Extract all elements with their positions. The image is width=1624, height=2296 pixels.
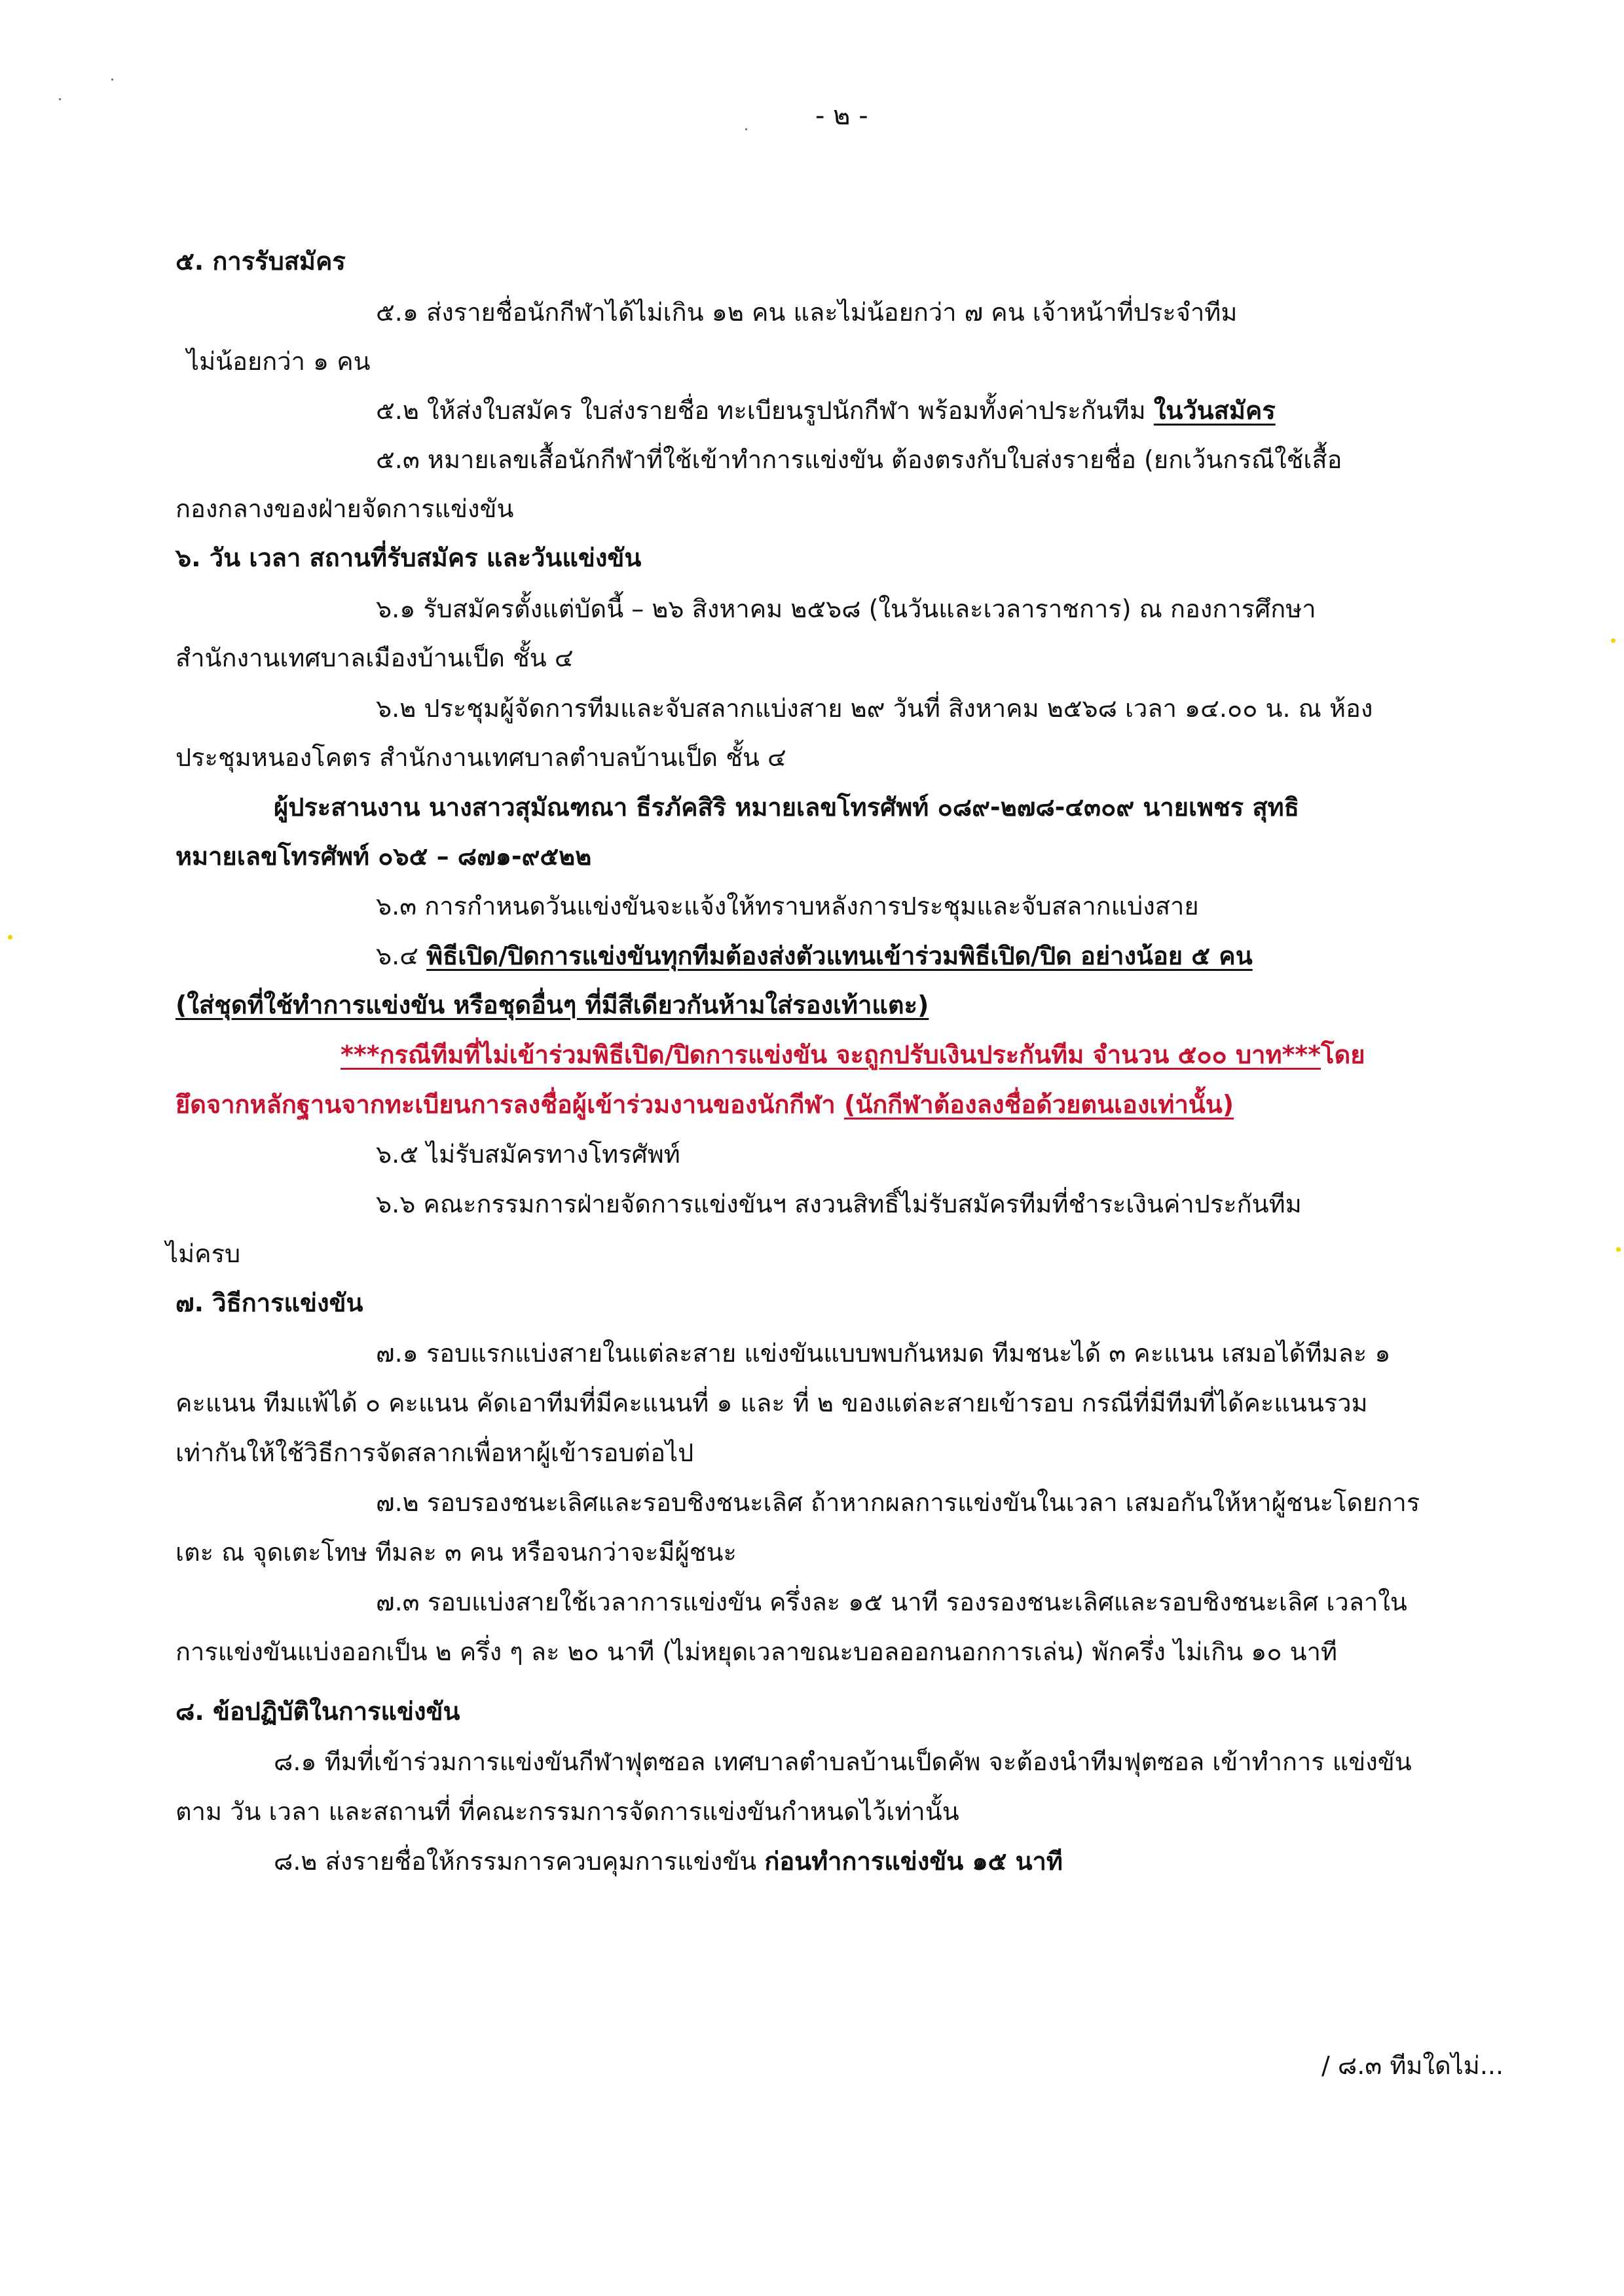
item-8-1-line2: ตาม วัน เวลา และสถานที่ ที่คณะกรรมการจัดการแข่งขันกำหนดไว้เท่านั้น [175,1797,959,1826]
item-6-2-line2: ประชุมหนองโคตร สำนักงานเทศบาลตำบลบ้านเป็ด ชั้น ๔ [175,743,786,772]
item-6-1-line1: ๖.๑ รับสมัครตั้งแต่บัดนี้ – ๒๖ สิงหาคม ๒๕๖๘ (ในวันและเวลาราชการ) ณ กองการศึกษา [376,594,1316,623]
scan-dot [1611,638,1615,643]
item-7-1-line2: คะแนน ทีมแพ้ได้ ๐ คะแนน คัดเอาทีมที่มีคะแนนที่ ๑ และ ที่ ๒ ของแต่ละสายเข้ารอบ กรณีที่มีทีมที่ได้คะแนนรวม [175,1389,1368,1417]
penalty-evidence: ยึดจากหลักฐานจากทะเบียนการลงชื่อผู้เข้าร่วมงานของนักกีฬา [175,1090,836,1119]
item-6-3: ๖.๓ การกำหนดวันแข่งขันจะแจ้งให้ทราบหลังการประชุมและจับสลากแบ่งสาย [376,892,1199,920]
item-7-3-line2: การแข่งขันแบ่งออกเป็น ๒ ครึ่ง ๆ ละ ๒๐ นาที (ไม่หยุดเวลาขณะบอลออกนอกการเล่น) พักครึ่ง ไม่เกิน ๑๐ นาที [175,1637,1337,1666]
item-6-4-number: ๖.๔ [376,941,418,970]
scan-speck [745,128,747,130]
page-number: - ๒ - [815,101,868,131]
item-5-2-text: ๕.๒ ให้ส่งใบสมัคร ใบส่งรายชื่อ ทะเบียนรูปนักกีฬา พร้อมทั้งค่าประกันทีม [376,396,1146,425]
item-6-4-ceremony-rule: พิธีเปิด/ปิดการแข่งขันทุกทีมต้องส่งตัวแทนเข้าร่วมพิธีเปิด/ปิด อย่างน้อย ๕ คน [426,941,1253,970]
item-5-3-line1: ๕.๓ หมายเลขเสื้อนักกีฬาที่ใช้เข้าทำการแข่งขัน ต้องตรงกับใบส่งรายชื่อ (ยกเว้นกรณีใช้เสื้อ [376,445,1342,474]
penalty-tail: โดย [1321,1040,1365,1069]
item-6-6-line1: ๖.๖ คณะกรรมการฝ่ายจัดการแข่งขันฯ สงวนสิทธิ์ไม่รับสมัครทีมที่ชำระเงินค่าประกันทีม [376,1190,1302,1218]
penalty-line1 [341,1030,1365,1079]
item-5-1-line2: ไม่น้อยกว่า ๑ คน [187,347,371,376]
item-8-2-text: ๘.๒ ส่งรายชื่อให้กรรมการควบคุมการแข่งขัน [274,1847,757,1876]
coordinator-line2: หมายเลขโทรศัพท์ ๐๖๕ – ๘๗๑-๙๕๒๒ [175,842,592,871]
scan-speck [111,79,113,81]
item-5-1-line1: ๕.๑ ส่งรายชื่อนักกีฬาได้ไม่เกิน ๑๒ คน และไม่น้อยกว่า ๗ คน เจ้าหน้าที่ประจำทีม [376,298,1238,327]
item-8-1-line1: ๘.๑ ทีมที่เข้าร่วมการแข่งขันกีฬาฟุตซอล เทศบาลตำบลบ้านเป็ดคัพ จะต้องนำทีมฟุตซอล เข้าทำการ แข่งขัน [274,1747,1412,1776]
item-8-2 [274,1837,1063,1886]
item-6-4-line1 [376,932,1253,980]
item-8-2-emphasis: ก่อนทำการแข่งขัน ๑๕ นาที [764,1847,1063,1876]
penalty-self-sign: (นักกีฬาต้องลงชื่อด้วยตนเองเท่านั้น) [843,1090,1234,1119]
penalty-notice: ***กรณีทีมที่ไม่เข้าร่วมพิธีเปิด/ปิดการแข่งขัน จะถูกปรับเงินประกันทีม จำนวน ๕๐๐ บาท*** [341,1040,1321,1069]
scan-dot [1616,1247,1621,1252]
coordinator-line1: ผู้ประสานงาน นางสาวสุมัณฑณา ธีรภัคสิริ หมายเลขโทรศัพท์ ๐๘๙-๒๗๘-๔๓๐๙ นายเพชร สุทธิ [274,793,1299,822]
item-5-2-emphasis: ในวันสมัคร [1153,396,1276,425]
item-6-6-line2: ไม่ครบ [166,1239,241,1268]
item-5-2 [376,386,1276,435]
item-6-2-line1: ๖.๒ ประชุมผู้จัดการทีมและจับสลากแบ่งสาย ๒๙ วันที่ สิงหาคม ๒๕๖๘ เวลา ๑๔.๐๐ น. ณ ห้อง [376,694,1373,723]
item-7-3-line1: ๗.๓ รอบแบ่งสายใช้เวลาการแข่งขัน ครึ่งละ ๑๕ นาที รองรองชนะเลิศและรอบชิงชนะเลิศ เวลาใน [376,1588,1407,1616]
continuation-note: / ๘.๓ ทีมใดไม่... [1321,2051,1504,2080]
section-7-heading: ๗. วิธีการแข่งขัน [175,1288,363,1317]
item-6-1-line2: สำนักงานเทศบาลเมืองบ้านเป็ด ชั้น ๔ [175,644,574,672]
section-6-heading: ๖. วัน เวลา สถานที่รับสมัคร และวันแข่งขัน [175,543,642,572]
item-6-4-line2: (ใส่ชุดที่ใช้ทำการแข่งขัน หรือชุดอื่นๆ ที่มีสีเดียวกันห้ามใส่รองเท้าแตะ) [175,991,929,1019]
item-7-1-line3: เท่ากันให้ใช้วิธีการจัดสลากเพื่อหาผู้เข้ารอบต่อไป [175,1438,694,1467]
item-7-1-line1: ๗.๑ รอบแรกแบ่งสายในแต่ละสาย แข่งขันแบบพบกันหมด ทีมชนะได้ ๓ คะแนน เสมอได้ทีมละ ๑ [376,1339,1391,1368]
item-6-5: ๖.๕ ไม่รับสมัครทางโทรศัพท์ [376,1140,680,1169]
item-7-2-line1: ๗.๒ รอบรองชนะเลิศและรอบชิงชนะเลิศ ถ้าหากผลการแข่งขันในเวลา เสมอกันให้หาผู้ชนะโดยการ [376,1488,1420,1517]
section-5-heading: ๕. การรับสมัคร [175,247,346,276]
section-8-heading: ๘. ข้อปฏิบัติในการแข่งขัน [175,1697,460,1726]
scan-speck [59,98,61,100]
scan-dot [8,935,12,939]
penalty-line2 [175,1080,1234,1129]
item-7-2-line2: เตะ ณ จุดเตะโทษ ทีมละ ๓ คน หรือจนกว่าจะมีผู้ชนะ [175,1538,737,1567]
item-5-3-line2: กองกลางของฝ่ายจัดการแข่งขัน [175,494,514,523]
